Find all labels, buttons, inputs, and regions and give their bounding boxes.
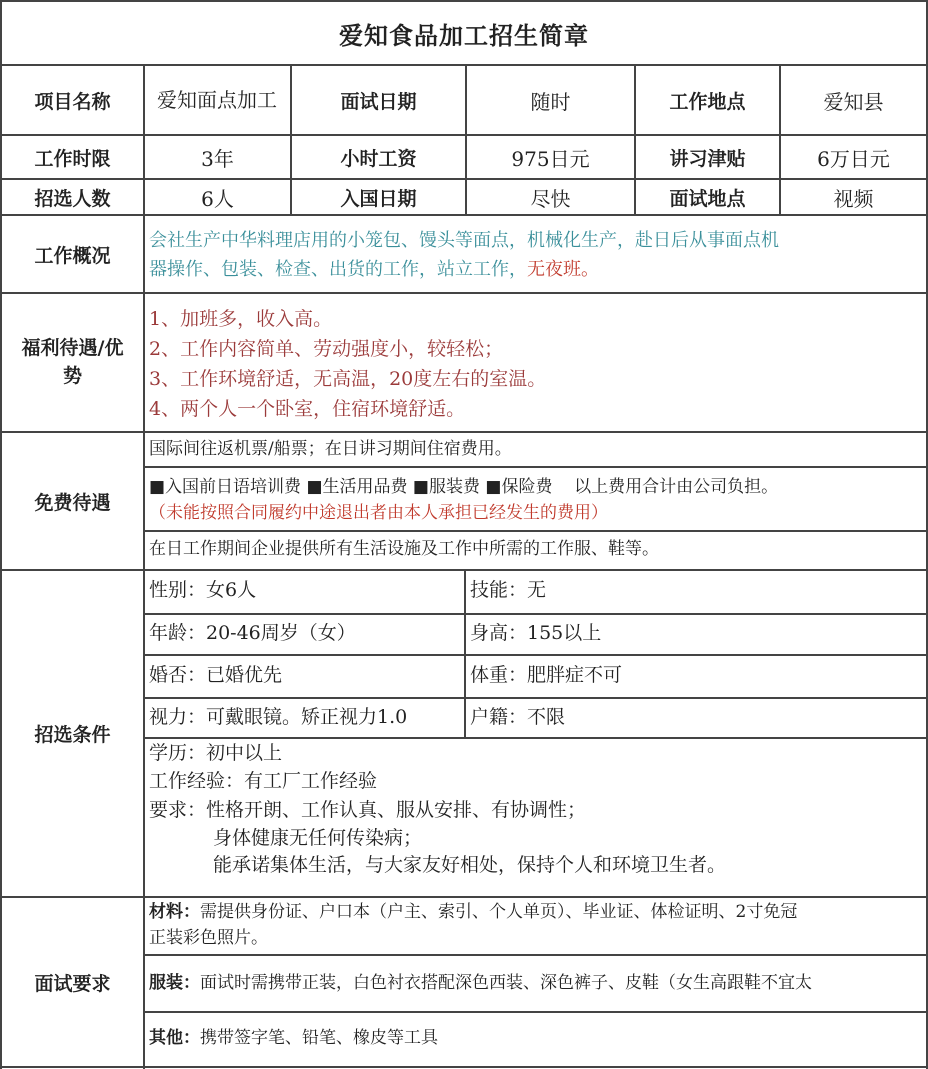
label-training-allowance: 讲习津贴 — [669, 147, 746, 170]
overview-line-1: 会社生产中华料理店用的小笼包、馒头等面点，机械化生产，赴日后从事面点机 — [149, 230, 779, 251]
req-demand-1: 要求：性格开朗、工作认真、服从安排、有协调性； — [149, 799, 587, 821]
req-vision: 视力：可戴眼镜。矫正视力1.0 — [149, 706, 408, 728]
req-weight: 体重：肥胖症不可 — [470, 664, 623, 686]
label-hourly-wage: 小时工资 — [340, 147, 417, 170]
value-hourly-wage: 975日元 — [511, 146, 590, 171]
hline — [143, 737, 928, 739]
value-work-location: 爱知县 — [823, 89, 884, 114]
req-hukou: 户籍：不限 — [470, 706, 566, 728]
label-benefits-line-1: 福利待遇/优 — [21, 337, 124, 359]
req-education: 学历：初中以上 — [149, 742, 283, 764]
label-work-term: 工作时限 — [34, 147, 111, 170]
benefit-item: 4、两个人一个卧室，住宿环境舒适。 — [149, 398, 466, 420]
value-training-allowance: 6万日元 — [817, 146, 890, 171]
no-night-shift: 无夜班。 — [527, 259, 599, 280]
free-line-3: 在日工作期间企业提供所有生活设施及工作中所需的工作服、鞋等。 — [149, 539, 659, 559]
overview-line-2-text: 器操作、包装、检查、出货的工作，站立工作， — [149, 259, 527, 280]
label-project-name: 项目名称 — [34, 90, 111, 113]
interview-other — [149, 1025, 438, 1052]
other-text: 携带签字笔、铅笔、橡皮等工具 — [200, 1028, 438, 1048]
free-line-1: 国际间往返机票/船票；在日讲习期间住宿费用。 — [149, 439, 512, 459]
req-gender: 性别：女6人 — [149, 579, 257, 601]
label-benefits-line-2: 势 — [62, 365, 82, 387]
label-entry-date: 入国日期 — [340, 187, 417, 210]
value-work-term: 3年 — [201, 146, 234, 171]
materials-text: 需提供身份证、户口本（户主、索引、个人单页）、毕业证、体检证明、2寸免冠 — [200, 902, 798, 922]
hline — [143, 697, 928, 699]
label-work-location: 工作地点 — [669, 90, 746, 113]
req-skill: 技能：无 — [470, 579, 547, 601]
vline — [464, 569, 466, 737]
free-line-2: ■入国前日语培训费 ■生活用品费 ■服装费 ■保险费 以上费用合计由公司负担。 — [149, 477, 779, 497]
req-height: 身高：155以上 — [470, 622, 602, 644]
label-headcount: 招选人数 — [34, 187, 111, 210]
interview-dress — [149, 970, 812, 997]
dress-label: 服装： — [149, 973, 200, 993]
page-title: 爱知食品加工招生简章 — [339, 20, 589, 50]
label-work-overview: 工作概况 — [34, 244, 111, 267]
overview-line-2 — [149, 255, 599, 284]
label-interview-date: 面试日期 — [340, 90, 417, 113]
req-demand-2: 身体健康无任何传染病； — [213, 827, 423, 849]
value-entry-date: 尽快 — [530, 186, 571, 211]
interview-materials-line-1 — [149, 899, 797, 926]
label-free-benefits: 免费待遇 — [34, 491, 111, 514]
hline — [143, 1011, 928, 1013]
border-bottom — [0, 1066, 928, 1068]
hline — [0, 292, 928, 294]
req-age: 年龄：20-46周岁（女） — [149, 622, 356, 644]
value-interview-date: 随时 — [530, 89, 571, 114]
value-headcount: 6人 — [201, 186, 234, 211]
materials-label: 材料： — [149, 902, 200, 922]
hline — [143, 466, 928, 468]
benefit-item: 2、工作内容简单、劳动强度小，较轻松； — [149, 338, 504, 360]
label-requirements: 招选条件 — [34, 724, 111, 746]
value-interview-location: 视频 — [833, 186, 874, 211]
hline — [143, 613, 928, 615]
hline — [143, 654, 928, 656]
req-marriage: 婚否：已婚优先 — [149, 664, 283, 686]
vline — [143, 64, 145, 1069]
label-benefits — [2, 334, 143, 390]
req-experience: 工作经验：有工厂工作经验 — [149, 770, 378, 792]
interview-materials-line-2: 正装彩色照片。 — [149, 928, 268, 948]
label-interview-location: 面试地点 — [669, 187, 746, 210]
dress-text: 面试时需携带正装，白色衬衣搭配深色西装、深色裤子、皮鞋（女生高跟鞋不宜太 — [200, 973, 812, 993]
other-label: 其他： — [149, 1028, 200, 1048]
label-interview-requirements: 面试要求 — [34, 972, 111, 995]
benefit-item: 1、加班多，收入高。 — [149, 308, 333, 330]
free-line-2-note: （未能按照合同履约中途退出者由本人承担已经发生的费用） — [149, 503, 608, 523]
req-demand-3: 能承诺集体生活，与大家友好相处，保持个人和环境卫生者。 — [213, 854, 727, 876]
hline — [143, 530, 928, 532]
benefit-item: 3、工作环境舒适，无高温，20度左右的室温。 — [149, 368, 547, 390]
hline — [143, 954, 928, 956]
value-project-name: 爱知面点加工 — [157, 88, 277, 112]
